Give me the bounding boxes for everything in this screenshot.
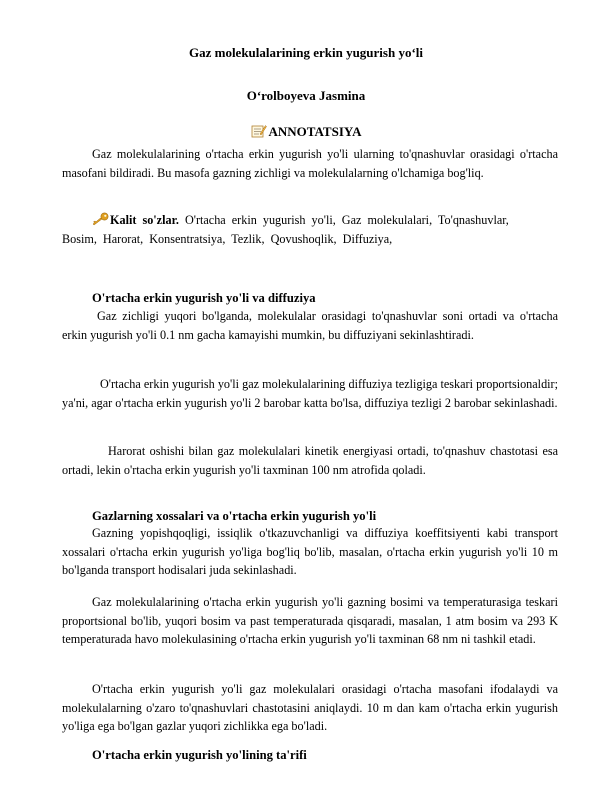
paper-title: Gaz molekulalarining erkin yugurish yo‘li bbox=[188, 45, 424, 60]
paragraph: O'rtacha erkin yugurish yo'li gaz molekulalari orasidagi o'rtacha masofani ifodalaydi va molekulalarning o'zaro to'qnashuvlari chastotasini aniqlaydi. 10 m dan kam o'rtacha erkin yugurish yo'liga ega bo'lgan gazlar yuqori zichlikka ega bo'ladi. bbox=[62, 682, 558, 733]
keywords-text-2: Bosim, Harorat, Konsentratsiya, Tezlik, Qovushoqlik, Diffuziya, bbox=[62, 231, 393, 246]
keywords-paragraph bbox=[62, 211, 558, 248]
paragraph: Gazning yopishqoqligi, issiqlik o'tkazuvchanligi va diffuziya koeffitsiyenti kabi transport xossalari o'rtacha erkin yugurish yo'liga bog'liq bo'lib, masalan, o'rtacha erkin yugurish yo'li 10 m bo'lganda transport hodisalari juda sekinlashadi. bbox=[62, 526, 558, 577]
paragraph: Gaz zichligi yuqori bo'lganda, molekulalar orasidagi to'qnashuvlar soni ortadi va o'rtacha erkin yugurish yo'li 0.1 nm gacha kamayishi mumkin, bu diffuziyani sekinlashtiradi. bbox=[62, 309, 558, 342]
paragraph: O'rtacha erkin yugurish yo'li gaz molekulalarining diffuziya tezligiga teskari proportsionaldir; ya'ni, agar o'rtacha erkin yugurish yo'li 2 barobar katta bo'lsa, diffuziya tezligi 2 barobar sekinlashadi. bbox=[62, 377, 558, 410]
paper-author: O‘rolboyeva Jasmina bbox=[246, 88, 366, 103]
annotation-heading: ANNOTATSIYA bbox=[268, 124, 362, 139]
annotation-paragraph: Gaz molekulalarining o'rtacha erkin yugurish yo'li ularning to'qnashuvlar orasidagi o'rtacha masofani bildiradi. Bu masofa gazning zichligi va molekulalarning o'lchamiga bog'liq. bbox=[62, 147, 558, 180]
keywords-label: Kalit so'zlar. bbox=[110, 213, 179, 227]
section-heading-diffusion: O'rtacha erkin yugurish yo'li va diffuziya bbox=[92, 291, 316, 305]
section-heading-properties: Gazlarning xossalari va o'rtacha erkin yugurish yo'li bbox=[92, 509, 377, 523]
paragraph: Harorat oshishi bilan gaz molekulalari kinetik energiyasi ortadi, to'qnashuv chastotasi esa ortadi, lekin o'rtacha erkin yugurish yo'li taxminan 100 nm atrofida qoladi. bbox=[62, 444, 558, 477]
annotation-heading-row bbox=[0, 123, 612, 142]
keywords-line-1 bbox=[62, 211, 558, 230]
section-heading-definition: O'rtacha erkin yugurish yo'lining ta'rifi bbox=[92, 748, 307, 762]
paragraph: Gaz molekulalarining o'rtacha erkin yugurish yo'li gazning bosimi va temperaturasiga teskari proportsional bo'lib, yuqori bosim va past temperaturada qisqaradi, masalan, 1 atm bosim va 293 K temperaturada havo molekulasining o'rtacha erkin yugurish yo'li taxminan 68 nm ni tashkil etadi. bbox=[62, 595, 558, 646]
keywords-text-1: O'rtacha erkin yugurish yo'li, Gaz molekulalari, To'qnashuvlar, bbox=[178, 213, 509, 227]
memo-icon bbox=[251, 124, 267, 138]
key-icon bbox=[92, 212, 109, 226]
